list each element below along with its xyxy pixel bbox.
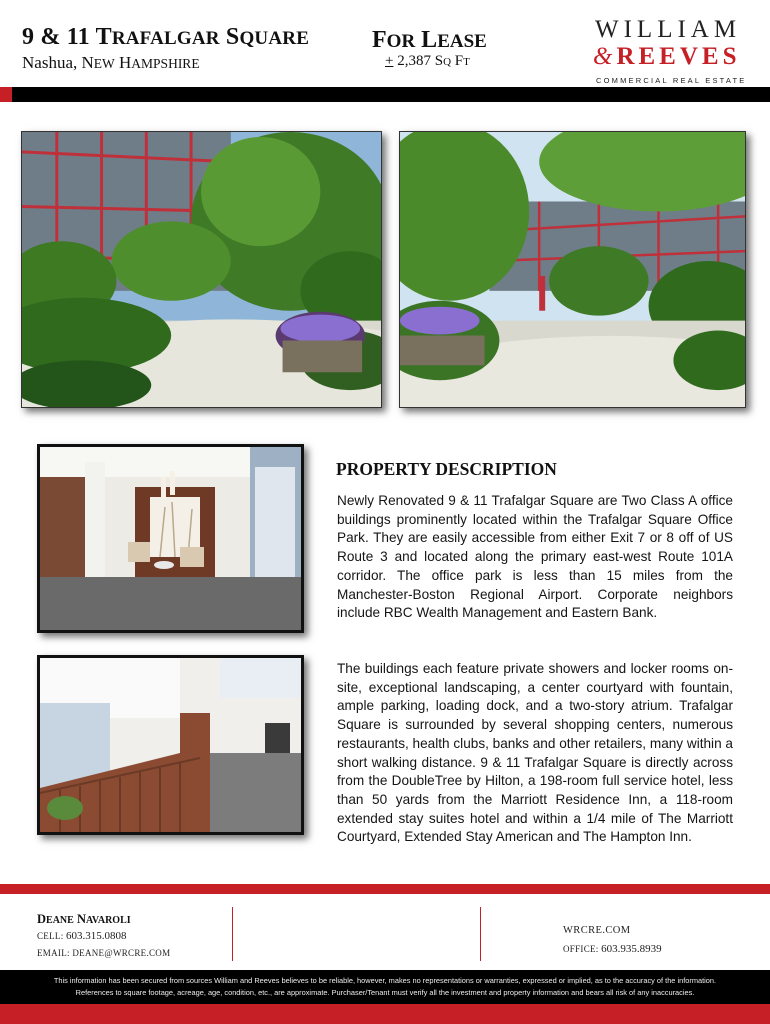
disclaimer-line-1: This information has been secured from sources William and Reeves believes to be reliable, however, makes no representations or warranties, expressed or implied, as to the accuracy of the information.	[53, 976, 717, 985]
property-description-heading: PROPERTY DESCRIPTION	[336, 459, 557, 479]
company-website-link[interactable]: WRCRE.COM	[563, 925, 631, 936]
footer-divider-left	[232, 907, 233, 961]
for-lease-heading: FOR LEASE	[372, 27, 487, 53]
courtyard-photo-right	[399, 131, 746, 408]
square-footage: + 2,387 SQ FT	[385, 53, 470, 69]
disclaimer-line-2: References to square footage, acreage, age, condition, etc., are approximate. Purchaser/Tenant must verify all the investment and property information and bears all risk of any inaccuracies.	[75, 988, 695, 997]
broker-name: DEANE NAVAROLI	[37, 912, 131, 926]
description-paragraph-2: The buildings each feature private showers and locker rooms on-site, exceptional landscaping, a center courtyard with fountain, ample parking, loading dock, and a two-story atrium. Trafalgar Square is surrounded by several shopping centers, numerous restaurants, health clubs, banks and other retailers, many within a short walking distance. 9 & 11 Trafalgar Square is directly across from the DoubleTree by Hilton, a 198-room full service hotel, less than 50 yards from the Marriott Residence Inn, a 118-room extended stay suites hotel and within a 1/4 mile of The Marriott Courtyard, Extended Stay American and The Hampton Inn.	[337, 661, 733, 845]
logo-line-reeves: &REEVES	[593, 43, 741, 70]
property-title: 9 & 11 TRAFALGAR SQUARE	[22, 24, 310, 50]
property-location: Nashua, NEW HAMPSHIRE	[22, 53, 200, 72]
office-phone: OFFICE: 603.935.8939	[563, 943, 662, 955]
company-logo	[593, 16, 747, 88]
broker-email[interactable]: EMAIL: DEANE@WRCRE.COM	[37, 948, 171, 958]
description-paragraph-1: Newly Renovated 9 & 11 Trafalgar Square are Two Class A office buildings prominently located within the Trafalgar Square Office Park. They are easily accessible from either Exit 7 or 8 off of US Route 3 and located along the primary east-west Route 101A corridor. The office park is less than 15 miles from the Manchester-Boston Regional Airport. Corporate neighbors include RBC Wealth Management and Eastern Bank.	[337, 493, 733, 621]
logo-tagline: COMMERCIAL REAL ESTATE	[596, 76, 747, 85]
footer-red-bar	[0, 884, 770, 894]
broker-cell: CELL: 603.315.0808	[37, 930, 127, 942]
bottom-red-bar	[0, 1004, 770, 1024]
atrium-photo	[37, 655, 304, 835]
courtyard-photo-left	[21, 131, 382, 408]
lobby-photo	[37, 444, 304, 633]
header-divider-bar	[0, 87, 770, 102]
footer-divider-right	[480, 907, 481, 961]
logo-line-william: WILLIAM	[595, 16, 742, 43]
